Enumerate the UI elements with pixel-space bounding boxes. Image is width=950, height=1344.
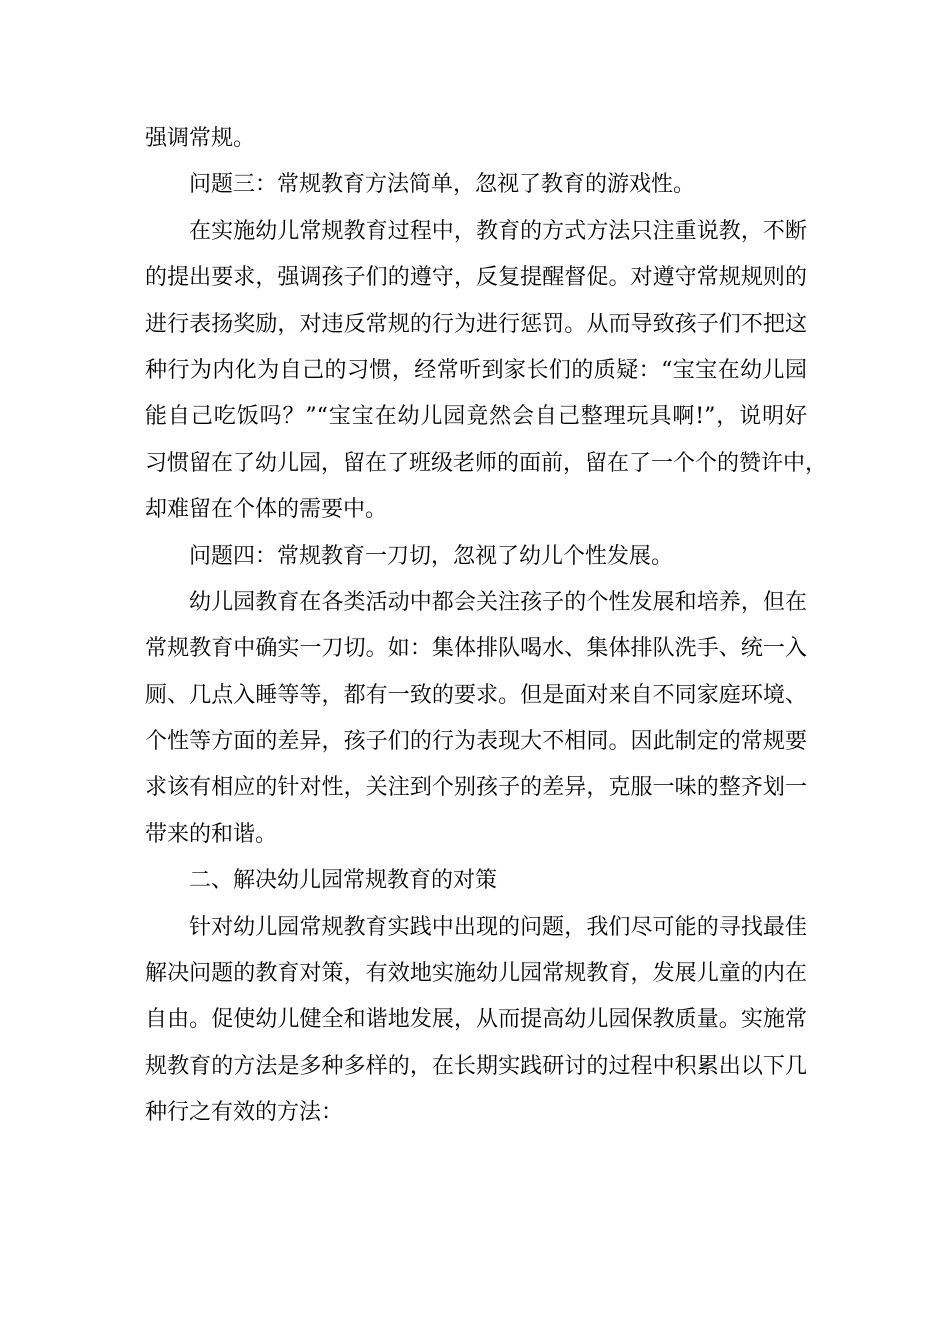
text-line: 种行为内化为自己的习惯，经常听到家长们的质疑：“宝宝在幼儿园 (145, 357, 807, 383)
text-line: 进行表扬奖励，对违反常规的行为进行惩罚。从而导致孩子们不把这 (145, 311, 807, 337)
text-line: 能自己吃饭吗？”“宝宝在幼儿园竟然会自己整理玩具啊!”，说明好 (145, 404, 807, 430)
text-line: 强调常规。 (145, 126, 256, 151)
text-line: 求该有相应的针对性，关注到个别孩子的差异，克服一味的整齐划一 (145, 775, 807, 801)
text-line: 问题四：常规教育一刀切，忽视了幼儿个性发展。 (189, 543, 674, 569)
text-line: 个性等方面的差异，孩子们的行为表现大不相同。因此制定的常规要 (145, 729, 807, 755)
text-line: 幼儿园教育在各类活动中都会关注孩子的个性发展和培养，但在 (189, 589, 807, 615)
document-page (145, 116, 828, 1137)
text-line: 自由。促使幼儿健全和谐地发展，从而提高幼儿园保教质量。实施常 (145, 1007, 807, 1033)
text-line: 却难留在个体的需要中。 (145, 497, 388, 523)
text-line: 带来的和谐。 (145, 821, 278, 847)
text-line: 解决问题的教育对策，有效地实施幼儿园常规教育，发展儿童的内在 (145, 961, 807, 987)
text-line: 针对幼儿园常规教育实践中出现的问题，我们尽可能的寻找最佳 (189, 914, 807, 940)
text-line: 常规教育中确实一刀切。如：集体排队喝水、集体排队洗手、统一入 (145, 636, 807, 662)
text-line: 规教育的方法是多种多样的，在长期实践研讨的过程中积累出以下几 (145, 1053, 807, 1079)
text-line: 在实施幼儿常规教育过程中，教育的方式方法只注重说教，不断 (189, 218, 807, 244)
text-line: 的提出要求，强调孩子们的遵守，反复提醒督促。对遵守常规规则的 (145, 265, 807, 291)
text-line: 习惯留在了幼儿园，留在了班级老师的面前，留在了一个个的赞许中， (145, 450, 828, 476)
text-line: 种行之有效的方法： (145, 1100, 344, 1126)
text-line: 厕、几点入睡等等，都有一致的要求。但是面对来自不同家庭环境、 (145, 682, 807, 708)
text-line: 问题三：常规教育方法简单，忽视了教育的游戏性。 (189, 172, 696, 198)
text-line: 二、解决幼儿园常规教育的对策 (189, 868, 498, 894)
